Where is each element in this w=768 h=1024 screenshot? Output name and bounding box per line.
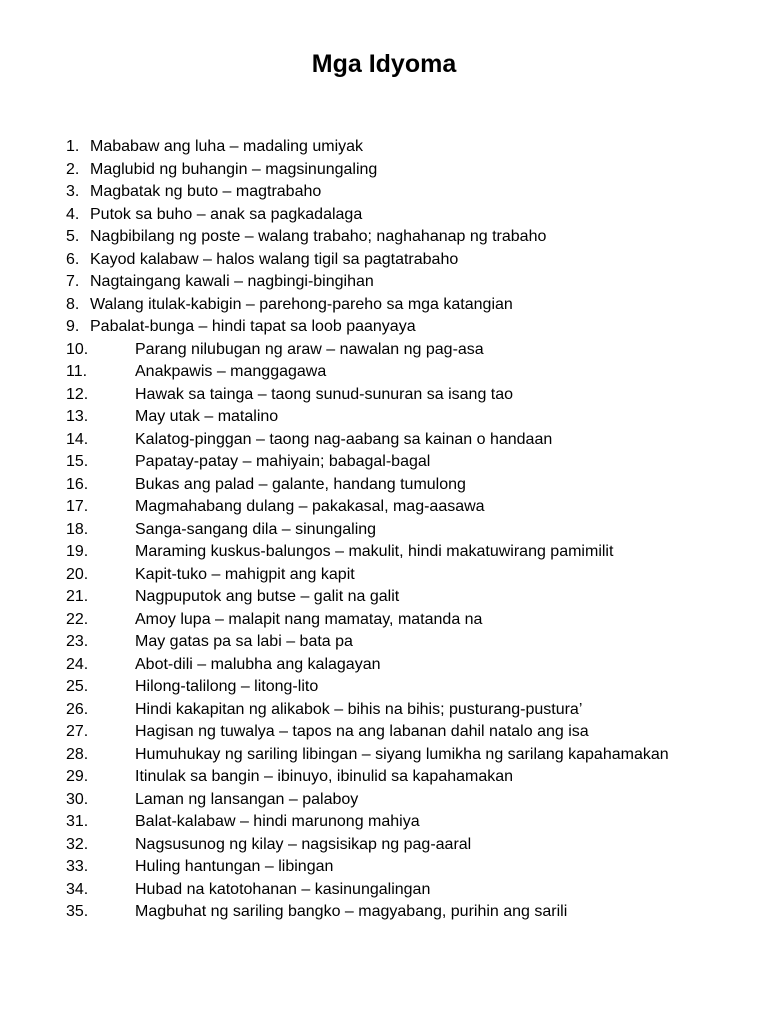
- list-item-number: 31.: [66, 813, 89, 830]
- list-item: [0, 451, 768, 474]
- list-item-text: Kapit-tuko – mahigpit ang kapit: [135, 565, 355, 583]
- list-item-text: Bukas ang palad – galante, handang tumulong: [135, 475, 466, 493]
- list-item-text: Putok sa buho – anak sa pagkadalaga: [90, 205, 363, 223]
- list-item-number: 16.: [66, 475, 89, 493]
- list-item: [0, 384, 768, 407]
- list-item-number: 19.: [66, 543, 89, 560]
- list-item-number: 20.: [66, 565, 89, 583]
- list-item: [0, 496, 768, 519]
- list-item-number: 11.: [66, 363, 88, 380]
- list-item-number: 30.: [66, 790, 89, 808]
- list-item: [0, 834, 768, 857]
- list-item: [0, 159, 768, 182]
- list-item: [0, 856, 768, 879]
- list-item: [0, 879, 768, 902]
- list-item-text: Magmahabang dulang – pakakasal, mag-aasawa: [135, 498, 485, 515]
- list-item: [0, 474, 768, 497]
- list-item-text: Kalatog-pinggan – taong nag-aabang sa kainan o handaan: [135, 430, 553, 448]
- list-item-text: Balat-kalabaw – hindi marunong mahiya: [135, 813, 420, 830]
- page-title: Mga Idyoma: [311, 50, 457, 78]
- list-item-text: Nagsusunog ng kilay – nagsisikap ng pag-aaral: [135, 835, 472, 853]
- list-item-number: 27.: [66, 723, 89, 740]
- list-item: [0, 181, 768, 204]
- list-item-text: Laman ng lansangan – palaboy: [135, 790, 359, 808]
- list-item-text: Maglubid ng buhangin – magsinungaling: [90, 160, 378, 178]
- list-item: [0, 294, 768, 317]
- list-item-number: 7.: [66, 273, 80, 290]
- list-item-number: 33.: [66, 858, 89, 875]
- list-item-text: Amoy lupa – malapit nang mamatay, matanda na: [135, 610, 483, 628]
- list-item-text: Anakpawis – manggagawa: [135, 363, 327, 380]
- list-item-text: Walang itulak-kabigin – parehong-pareho sa mga katangian: [90, 295, 513, 313]
- list-item-text: Abot-dili – malubha ang kalagayan: [135, 655, 381, 673]
- list-item: [0, 901, 768, 924]
- list-item: [0, 766, 768, 789]
- list-item-number: 2.: [66, 160, 80, 178]
- list-item-text: Itinulak sa bangin – ibinuyo, ibinulid sa kapahamakan: [135, 768, 514, 785]
- list-item: [0, 789, 768, 812]
- list-item-text: Sanga-sangang dila – sinungaling: [135, 520, 377, 538]
- list-item: [0, 136, 768, 159]
- list-item: [0, 316, 768, 339]
- list-item-number: 10.: [66, 340, 89, 358]
- list-item: [0, 654, 768, 677]
- list-item: [0, 609, 768, 632]
- list-item: [0, 699, 768, 722]
- list-item: [0, 361, 768, 384]
- list-item-number: 24.: [66, 655, 89, 673]
- list-item-number: 26.: [66, 700, 89, 718]
- list-item-number: 12.: [66, 385, 89, 403]
- list-item-text: Huling hantungan – libingan: [135, 858, 334, 875]
- list-item-text: Papatay-patay – mahiyain; babagal-bagal: [135, 453, 431, 470]
- list-item-text: Kayod kalabaw – halos walang tigil sa pagtatrabaho: [90, 250, 459, 268]
- list-item: [0, 811, 768, 834]
- list-item-number: 4.: [66, 205, 80, 223]
- list-item-text: Magbuhat ng sariling bangko – magyabang, purihin ang sarili: [135, 903, 568, 920]
- list-item-text: Magbatak ng buto – magtrabaho: [90, 183, 322, 200]
- list-item-text: Pabalat-bunga – hindi tapat sa loob paanyaya: [90, 318, 416, 335]
- list-item-text: Mababaw ang luha – madaling umiyak: [90, 138, 364, 155]
- list-item-number: 32.: [66, 835, 89, 853]
- list-item-number: 25.: [66, 678, 89, 695]
- list-item: [0, 249, 768, 272]
- list-item-number: 29.: [66, 768, 89, 785]
- list-item-number: 3.: [66, 183, 80, 200]
- list-item-number: 35.: [66, 903, 89, 920]
- list-item: [0, 406, 768, 429]
- list-item-text: Parang nilubugan ng araw – nawalan ng pag-asa: [135, 340, 484, 358]
- list-item: [0, 676, 768, 699]
- list-item: [0, 586, 768, 609]
- list-item-number: 5.: [66, 228, 80, 245]
- list-item-text: May utak – matalino: [135, 408, 279, 425]
- list-item-text: Hagisan ng tuwalya – tapos na ang labanan dahil natalo ang isa: [135, 723, 589, 740]
- list-item-number: 6.: [66, 250, 80, 268]
- list-item-text: Hindi kakapitan ng alikabok – bihis na bihis; pusturang-pustura’: [135, 700, 583, 718]
- list-item: [0, 564, 768, 587]
- list-item: [0, 721, 768, 744]
- list-item-number: 23.: [66, 633, 89, 650]
- list-item: [0, 204, 768, 227]
- list-item-text: Nagbibilang ng poste – walang trabaho; naghahanap ng trabaho: [90, 228, 547, 245]
- list-item: [0, 226, 768, 249]
- list-item: [0, 519, 768, 542]
- list-item-number: 21.: [66, 588, 89, 605]
- list-item-number: 9.: [66, 318, 80, 335]
- list-item-text: Hubad na katotohanan – kasinungalingan: [135, 880, 431, 898]
- list-item-number: 22.: [66, 610, 89, 628]
- list-item-number: 34.: [66, 880, 89, 898]
- list-item-text: Maraming kuskus-balungos – makulit, hindi makatuwirang pamimilit: [135, 543, 614, 560]
- list-item: [0, 744, 768, 767]
- list-item: [0, 339, 768, 362]
- list-item-number: 18.: [66, 520, 89, 538]
- list-item-text: Hilong-talilong – litong-lito: [135, 678, 319, 695]
- list-item: [0, 541, 768, 564]
- list-item-number: 28.: [66, 745, 89, 763]
- list-item-number: 15.: [66, 453, 89, 470]
- list-item-number: 8.: [66, 295, 80, 313]
- list-item: [0, 271, 768, 294]
- list-item-number: 14.: [66, 430, 89, 448]
- list-item-text: Humuhukay ng sariling libingan – siyang lumikha ng sarilang kapahamakan: [135, 745, 669, 763]
- list-item: [0, 631, 768, 654]
- list-item-text: Nagtaingang kawali – nagbingi-bingihan: [90, 273, 374, 290]
- list-item-text: May gatas pa sa labi – bata pa: [135, 633, 353, 650]
- list-item-number: 13.: [66, 408, 89, 425]
- list-item-text: Hawak sa tainga – taong sunud-sunuran sa isang tao: [135, 385, 514, 403]
- list-item-text: Nagpuputok ang butse – galit na galit: [135, 588, 400, 605]
- idiom-list: [0, 136, 768, 924]
- list-item: [0, 429, 768, 452]
- list-item-number: 17.: [66, 498, 89, 515]
- list-item-number: 1.: [66, 138, 80, 155]
